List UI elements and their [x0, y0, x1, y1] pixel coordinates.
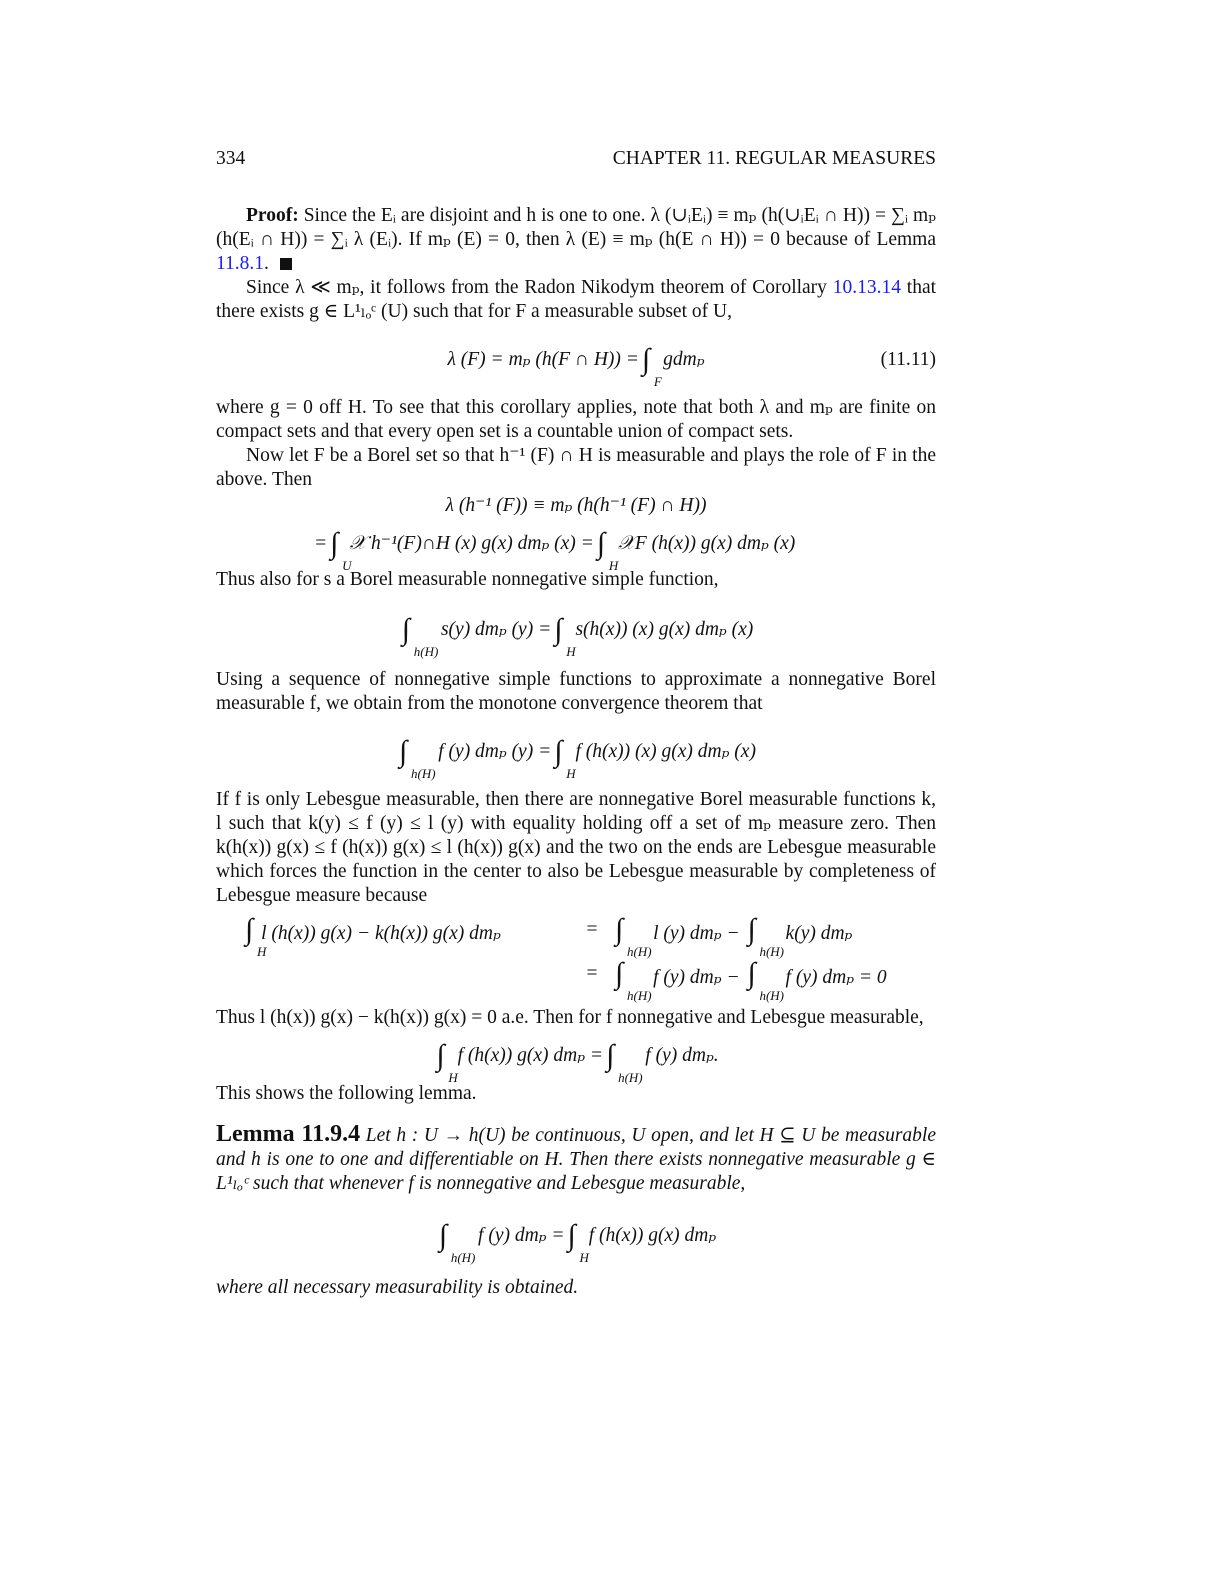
equation-monotone [216, 716, 936, 788]
lemma-link[interactable]: 11.8.1 [216, 253, 265, 274]
paragraph-ae: Thus l (h(x)) g(x) − k(h(x)) g(x) = 0 a.e. Then for f nonnegative and Lebesgue measurable, [216, 1007, 924, 1028]
integral-limit: h(H) [759, 988, 784, 1003]
integral-limit: H [608, 558, 619, 573]
lemma-title: Lemma 11.9.4 [216, 1121, 361, 1147]
equation-simple [216, 592, 936, 668]
eq4-integrand2: f (h(x)) (x) g(x) dmₚ (x) [575, 741, 756, 762]
paragraph-radon-nikodym [216, 276, 936, 324]
eq4-integrand1: f (y) dmₚ (y) = [438, 741, 552, 762]
integral-limit: h(H) [450, 1250, 476, 1265]
para2-text2: that there exists g ∈ L¹ₗₒᶜ (U) such that for F a measurable subset of U, [216, 277, 937, 322]
lemma-statement [216, 1122, 936, 1196]
chapter-title: CHAPTER 11. REGULAR MEASURES [612, 148, 936, 169]
eq3-integrand2: s(h(x)) (x) g(x) dmₚ (x) [575, 619, 754, 640]
page-number: 334 [216, 148, 246, 169]
integral-sign: ∫ h(H) [606, 1044, 614, 1068]
proof-label: Proof: [246, 205, 299, 226]
align-rhs-1 [612, 913, 962, 959]
proof-text: Since the Eᵢ are disjoint and h is one to one. λ (∪ᵢEᵢ) ≡ mₚ (h(∪ᵢEᵢ ∩ H)) = ∑ᵢ mₚ (h(Eᵢ ∩ H)) = ∑ᵢ λ (Eᵢ). If mₚ (E) = 0, then λ (E) ≡ mₚ (h(E ∩ H)) = 0 because of Lemma [216, 205, 937, 250]
paragraph-monotone: Using a sequence of nonnegative simple functions to approximate a nonnegative Borel measurable f, we obtain from the monotone convergence theorem that [216, 669, 936, 714]
integral-sign: ∫ h(H) [615, 962, 623, 986]
integral-limit: h(H) [627, 944, 652, 959]
integral-sign: ∫ h(H) [747, 962, 755, 986]
eq2-line1: λ (h⁻¹ (F)) ≡ mₚ (h(h⁻¹ (F) ∩ H)) [445, 495, 707, 516]
lemma-end: where all necessary measurability is obtained. [216, 1277, 579, 1298]
align-equals-1: = [586, 919, 598, 940]
integral-limit: H [566, 644, 576, 659]
eq2-integrand1: 𝒳 h⁻¹(F)∩H (x) g(x) dmₚ (x) = [349, 533, 594, 554]
equation-final [216, 1030, 936, 1085]
integral-sign: ∫ H [554, 618, 562, 642]
align-lhs [242, 913, 572, 959]
integral-sign: ∫ h(H) [439, 1224, 447, 1248]
equation-number: (11.11) [880, 349, 936, 370]
align-rhs1-b: k(y) dmₚ [785, 923, 853, 944]
eq2-integrand2: 𝒳F (h(x)) g(x) dmₚ (x) [618, 533, 796, 554]
equation-align [242, 913, 936, 1003]
para2-text1: Since λ ≪ mₚ, it follows from the Radon Nikodym theorem of Corollary [246, 277, 827, 298]
equation-11-11 [216, 324, 936, 396]
lemma-integrand1: f (y) dmₚ = [478, 1225, 565, 1246]
paragraph-lebesgue: If f is only Lebesgue measurable, then there are nonnegative Borel measurable functions k, l such that k(y) ≤ f (y) ≤ l (y) with equality holding off a set of mₚ measure zero. Then k(h(x)) g(x) ≤ f (h(x)) g(x) ≤ l (h(x)) g(x) and the two on the ends are Lebesgue measurable which forces the function in the center to also be Lebesgue measurable by completeness of Lebesgue measure because [216, 789, 936, 906]
align-spacer [242, 962, 572, 990]
integral-limit: H [579, 1250, 589, 1265]
integral-limit: H [257, 944, 267, 959]
integral-sign: ∫ h(H) [402, 618, 410, 642]
integral-sign: ∫ h(H) [615, 918, 623, 942]
align-rhs1-a: l (y) dmₚ − [653, 923, 740, 944]
integral-limit: U [342, 558, 352, 573]
lemma-text: Let h : U → h(U) be continuous, U open, and let H ⊆ U be measurable and h is one to one and differentiable on H. Then there exists nonnegative measurable g ∈ L¹ₗₒᶜ such that whenever f is nonnegative and Lebesgue measurable, [216, 1125, 937, 1194]
integral-sign: ∫ h(H) [399, 740, 407, 764]
align-rhs-2 [612, 957, 962, 1003]
integral-limit: h(H) [618, 1070, 643, 1085]
corollary-link[interactable]: 10.13.14 [832, 277, 901, 298]
align-equals-2: = [586, 963, 598, 984]
integral-limit: F [653, 374, 662, 389]
integral-sign: ∫ H [436, 1044, 444, 1068]
running-header [216, 148, 936, 170]
lemma-integrand2: f (h(x)) g(x) dmₚ [588, 1225, 717, 1246]
integral-limit: h(H) [413, 644, 439, 659]
paragraph-simple-function: Thus also for s a Borel measurable nonnegative simple function, [216, 569, 719, 590]
integral-sign: ∫ U [330, 532, 338, 556]
eq3-integrand1: s(y) dmₚ (y) = [440, 619, 552, 640]
qed-icon [280, 258, 292, 270]
align-lhs-text: l (h(x)) g(x) − k(h(x)) g(x) dmₚ [261, 923, 501, 944]
equation-lambda-integrals [216, 520, 936, 573]
paragraph-shows: This shows the following lemma. [216, 1083, 477, 1104]
paragraph-borel: Now let F be a Borel set so that h⁻¹ (F) ∩ H is measurable and plays the role of F in the above. Then [216, 445, 936, 490]
integral-sign: ∫ H [568, 1224, 576, 1248]
integral-limit: h(H) [411, 766, 436, 781]
eq6-integrand1: f (h(x)) g(x) dmₚ = [457, 1045, 604, 1066]
integral-sign: ∫ F [642, 348, 650, 372]
align-rhs2-b: f (y) dmₚ = 0 [785, 967, 887, 988]
paragraph-where: where g = 0 off H. To see that this corollary applies, note that both λ and mₚ are finite on compact sets and that every open set is a countable union of compact sets. [216, 397, 936, 442]
integral-limit: h(H) [759, 944, 784, 959]
integral-limit: h(H) [627, 988, 652, 1003]
lemma-equation [216, 1196, 936, 1276]
equation-lambda-line [216, 492, 936, 520]
page-body [216, 204, 936, 1300]
integral-sign: ∫ H [245, 918, 253, 942]
integral-sign: ∫ H [554, 740, 562, 764]
proof-paragraph [216, 204, 936, 276]
proof-end: . [264, 253, 269, 274]
align-rhs2-a: f (y) dmₚ − [653, 967, 740, 988]
integral-limit: H [566, 766, 576, 781]
eq1-lhs: λ (F) = mₚ (h(F ∩ H)) = [447, 349, 639, 370]
integral-sign: ∫ H [597, 532, 605, 556]
eq1-integrand: gdmₚ [663, 349, 705, 370]
integral-sign: ∫ h(H) [747, 918, 755, 942]
eq6-integrand2: f (y) dmₚ. [645, 1045, 719, 1066]
integral-limit: H [448, 1070, 458, 1085]
eq2-prefix: = [314, 533, 328, 554]
